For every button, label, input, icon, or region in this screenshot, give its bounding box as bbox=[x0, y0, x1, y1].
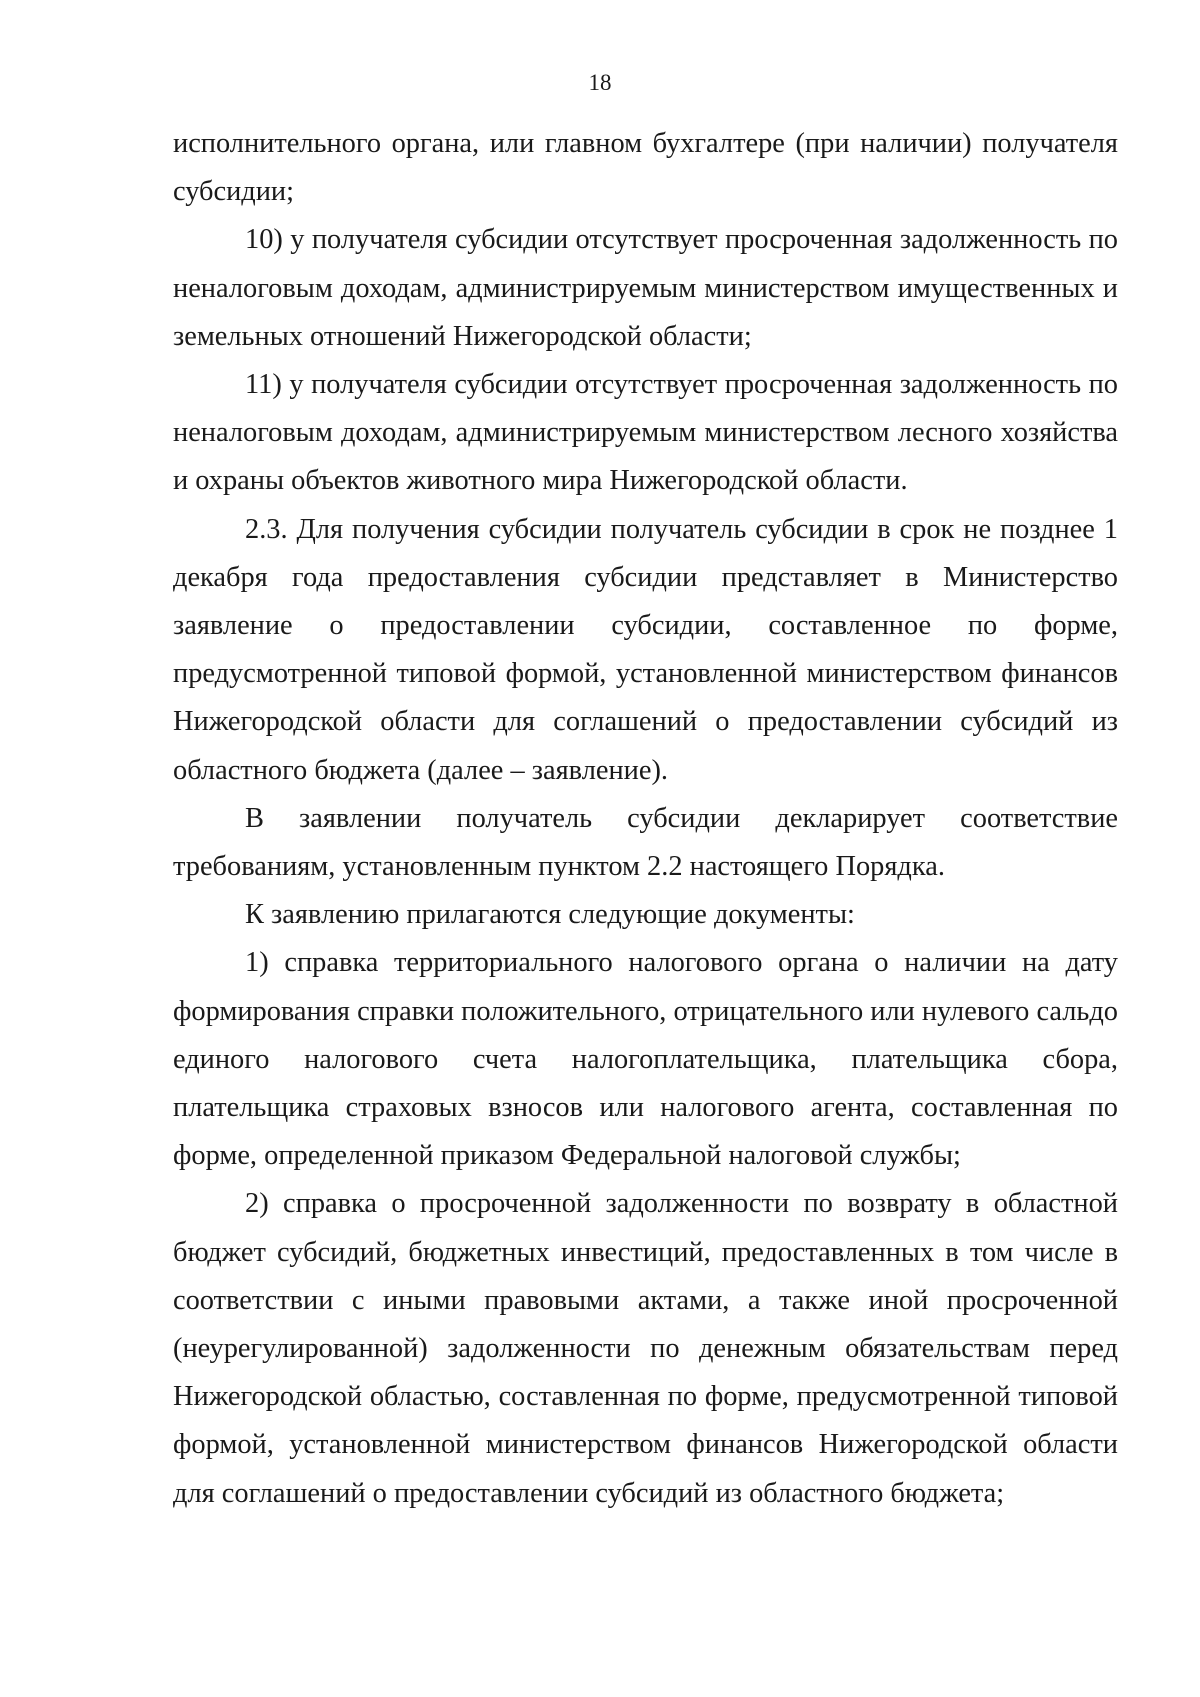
paragraph-continuation: исполнительного органа, или главном бухгалтере (при наличии) получателя субсидии; bbox=[173, 128, 1118, 208]
paragraph-item-10: 10) у получателя субсидии отсутствует просроченная задолженность по неналоговым доходам, администрируемым министерством имущественных и земельных отношений Нижегородской области; bbox=[173, 224, 1118, 352]
paragraph-document-2: 2) справка о просроченной задолженности по возврату в областной бюджет субсидий, бюджетных инвестиций, предоставленных в том числе в соответствии с иными правовыми актами, а также иной просроченной (неурегулированной) задолженности по денежным обязательствам перед Нижегородской областью, составленная по форме, предусмотренной типовой формой, установленной министерством финансов Нижегородской области для соглашений о предоставлении субсидий из областного бюджета; bbox=[173, 1188, 1118, 1509]
page-number: 18 bbox=[588, 70, 612, 95]
paragraph-declaration: В заявлении получатель субсидии декларирует соответствие требованиям, установленным пунктом 2.2 настоящего Порядка. bbox=[173, 802, 1118, 883]
paragraph-document-1: 1) справка территориального налогового органа о наличии на дату формирования справки положительного, отрицательного или нулевого сальдо единого налогового счета налогоплательщика, плательщика сбора, плательщика страховых взносов или налогового агента, составленная по форме, определенной приказом Федеральной налоговой службы; bbox=[173, 947, 1118, 1172]
paragraph-section-2-3: 2.3. Для получения субсидии получатель субсидии в срок не позднее 1 декабря года предоставления субсидии представляет в Министерство заявление о предоставлении субсидии, составленное по форме, предусмотренной типовой формой, установленной министерством финансов Нижегородской области для соглашений о предоставлении субсидий из областного бюджета (далее – заявление). bbox=[173, 513, 1118, 786]
document-body bbox=[173, 120, 1118, 1518]
paragraph-item-11: 11) у получателя субсидии отсутствует просроченная задолженность по неналоговым доходам, администрируемым министерством лесного хозяйства и охраны объектов животного мира Нижегородской области. bbox=[173, 369, 1118, 497]
paragraph-documents-intro: К заявлению прилагаются следующие документы: bbox=[245, 899, 855, 931]
